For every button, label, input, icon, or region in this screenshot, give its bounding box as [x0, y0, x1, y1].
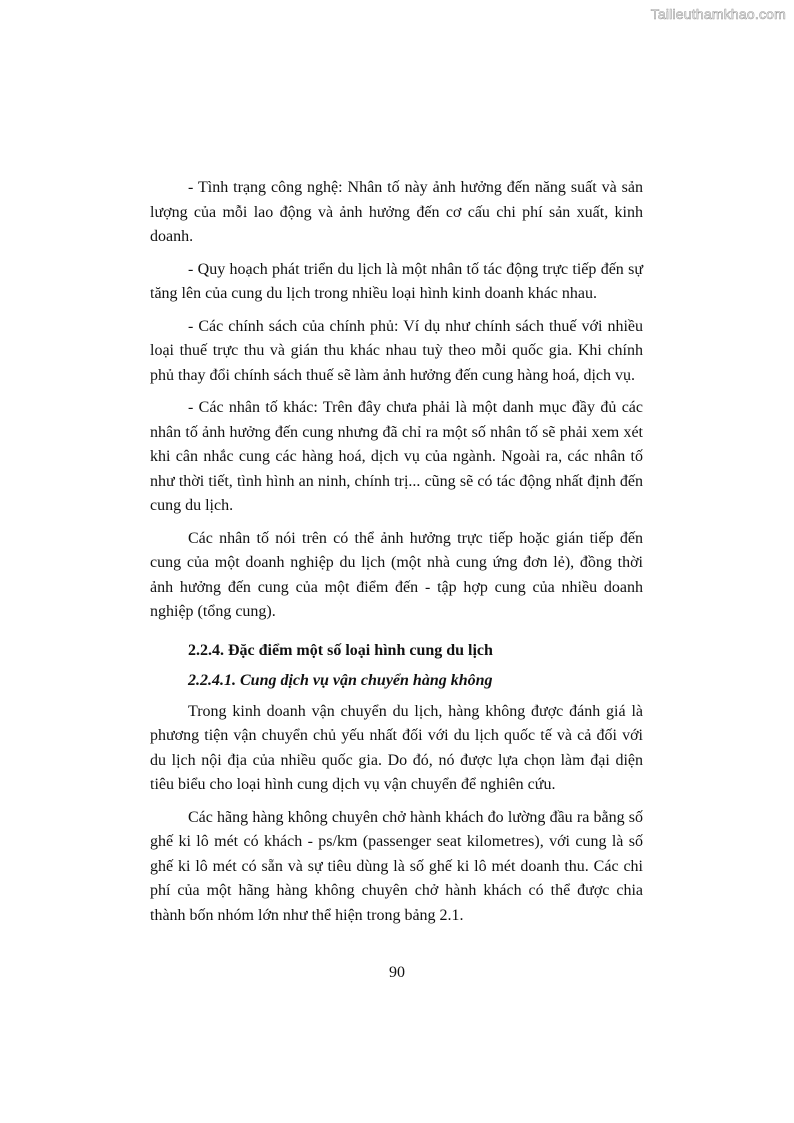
page-number: 90 — [389, 964, 405, 981]
page-body — [150, 176, 643, 936]
paragraph-air-transport-intro: Trong kinh doanh vận chuyển du lịch, hàng không được đánh giá là phương tiện vận chuyển chủ yếu nhất đối với du lịch quốc tế và cả đối với du lịch nội địa của nhiều quốc gia. Do đó, nó được lựa chọn làm đại diện tiêu biểu cho loại hình cung dịch vụ vận chuyển để nghiên cứu. — [150, 702, 643, 793]
section-heading: 2.2.4. Đặc điểm một số loại hình cung du lịch — [188, 641, 493, 659]
watermark-text: Tailieuthamkhao.com — [650, 6, 786, 22]
paragraph-technology: - Tình trạng công nghệ: Nhân tố này ảnh hưởng đến năng suất và sản lượng của mỗi lao động và ảnh hưởng đến cơ cấu chi phí sản xuất, kinh doanh. — [150, 179, 643, 245]
subsection-heading: 2.2.4.1. Cung dịch vụ vận chuyển hàng không — [188, 671, 493, 689]
paragraph-government-policy: - Các chính sách của chính phủ: Ví dụ như chính sách thuế với nhiều loại thuế trực thu và gián thu khác nhau tuỳ theo mỗi quốc gia. Khi chính phủ thay đổi chính sách thuế sẽ làm ảnh hưởng đến cung hàng hoá, dịch vụ. — [150, 317, 643, 384]
paragraph-other-factors: - Các nhân tố khác: Trên đây chưa phải là một danh mục đầy đủ các nhân tố ảnh hưởng đến cung nhưng đã chỉ ra một số nhân tố sẽ phải xem xét khi cân nhắc cung các hàng hoá, dịch vụ của ngành. Ngoài ra, các nhân tố như thời tiết, tình hình an ninh, chính trị... cũng sẽ có tác động nhất định đến cung du lịch. — [150, 399, 643, 514]
paragraph-airline-output: Các hãng hàng không chuyên chở hành khách đo lường đầu ra bằng số ghế ki lô mét có khách - ps/km (passenger seat kilometres), với cung là số ghế ki lô mét có sẵn và sự tiêu dùng là số ghế ki lô mét doanh thu. Các chi phí của một hãng hàng không chuyên chở hành khách có thể được chia thành bốn nhóm lớn như thể hiện trong bảng 2.1. — [150, 808, 643, 924]
paragraph-planning: - Quy hoạch phát triển du lịch là một nhân tố tác động trực tiếp đến sự tăng lên của cung du lịch trong nhiều loại hình kinh doanh khác nhau. — [150, 260, 643, 302]
paragraph-factors-summary: Các nhân tố nói trên có thể ảnh hưởng trực tiếp hoặc gián tiếp đến cung của một doanh nghiệp du lịch (một nhà cung ứng đơn lẻ), đồng thời ảnh hưởng đến cung của một điểm đến - tập hợp cung của nhiều doanh nghiệp (tổng cung). — [150, 529, 643, 620]
